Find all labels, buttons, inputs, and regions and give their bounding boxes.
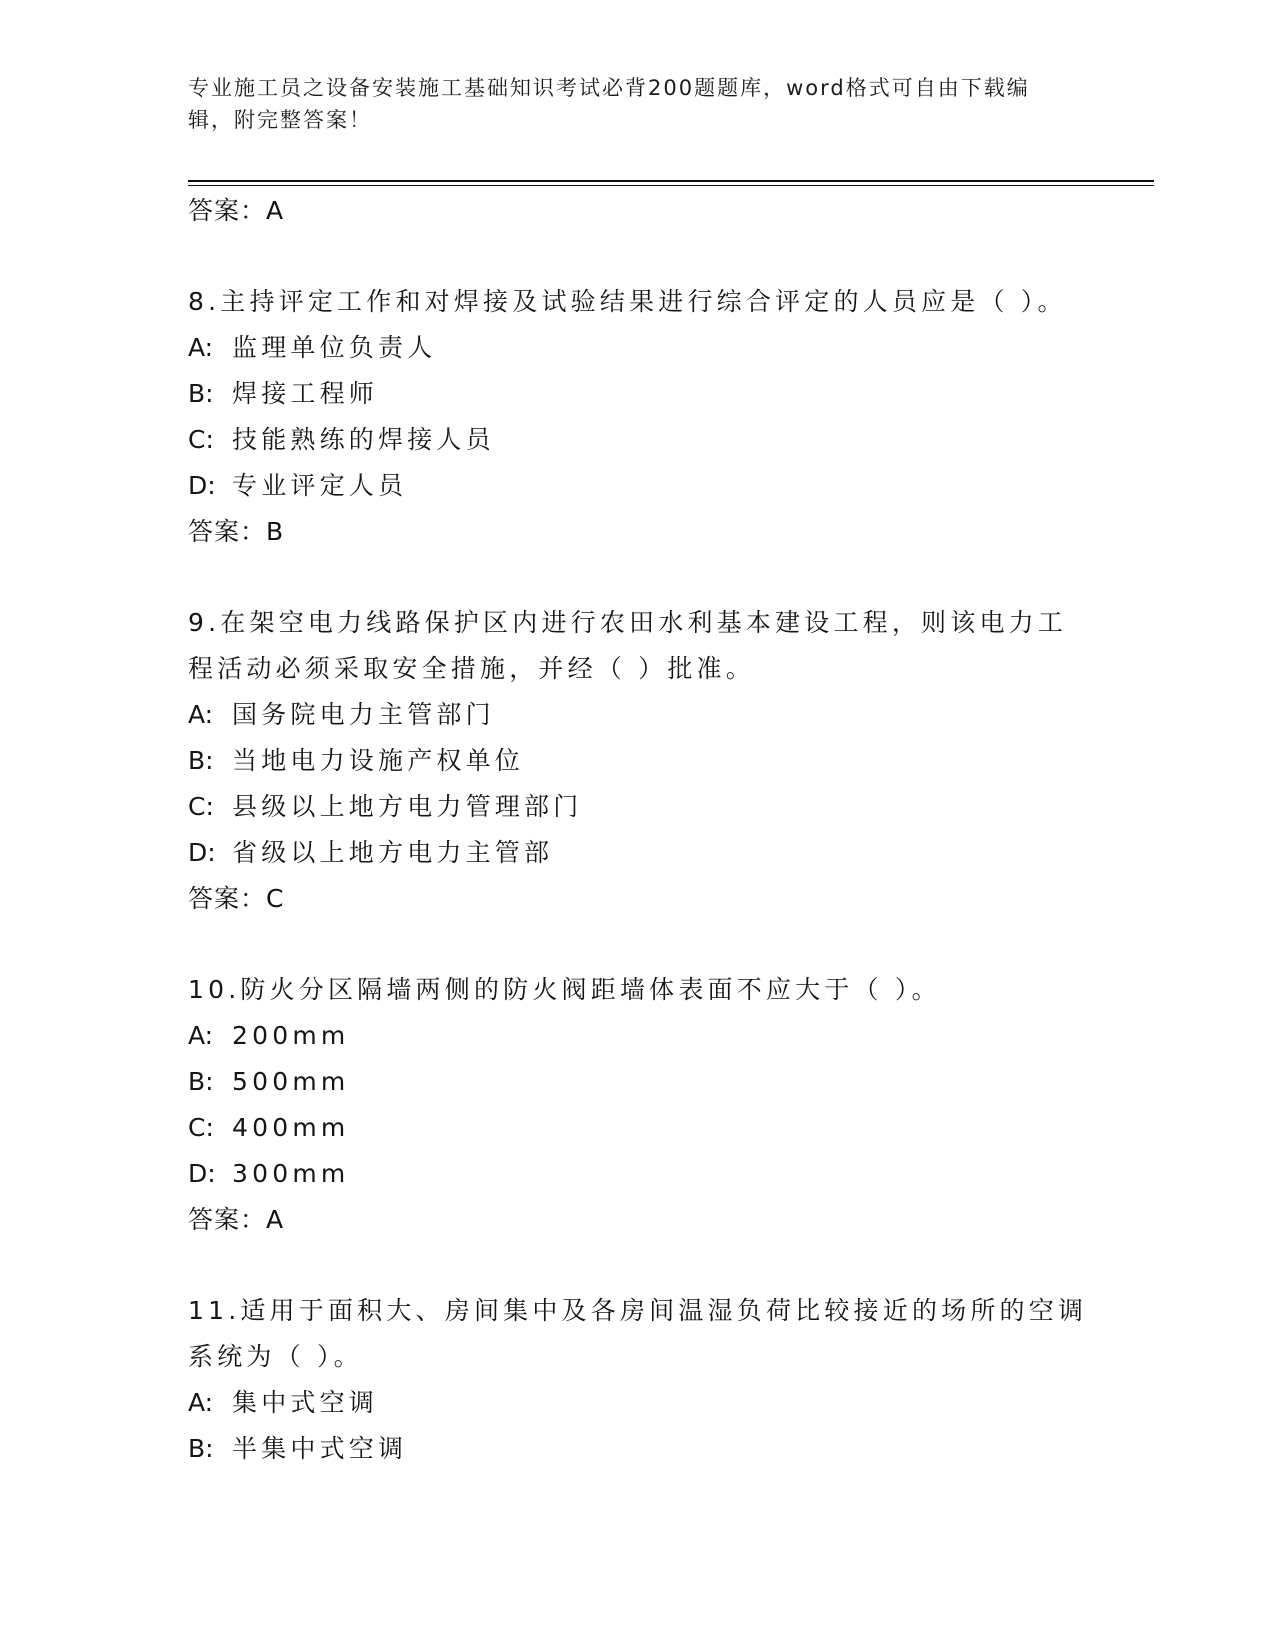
option-text: 400mm (232, 1113, 350, 1142)
option-key: B: (188, 1067, 214, 1096)
header-rule-thin (188, 185, 1154, 186)
option-c (188, 417, 1088, 463)
option-text: 焊接工程师 (232, 379, 379, 408)
option-text: 500mm (232, 1067, 350, 1096)
question-list (188, 188, 1088, 1472)
option-key: D: (188, 471, 216, 500)
answer-line: 答案：C (188, 884, 285, 913)
document-header: 专业施工员之设备安装施工基础知识考试必背200题题库，word格式可自由下载编辑，附完整答案！ (188, 76, 1030, 132)
option-key: B: (188, 746, 214, 775)
previous-answer: 答案：A (188, 196, 285, 225)
option-key: D: (188, 838, 216, 867)
option-key: D: (188, 1159, 216, 1188)
option-b (188, 738, 1088, 784)
option-b (188, 1426, 1088, 1472)
option-key: C: (188, 1113, 214, 1142)
option-text: 专业评定人员 (232, 471, 408, 500)
option-a (188, 325, 1088, 371)
question-stem: 10.防火分区隔墙两侧的防火阀距墙体表面不应大于（ ）。 (188, 975, 941, 1004)
option-a (188, 1380, 1088, 1426)
option-text: 国务院电力主管部门 (232, 700, 495, 729)
option-b (188, 371, 1088, 417)
option-a (188, 692, 1088, 738)
option-c (188, 784, 1088, 830)
option-key: A: (188, 333, 214, 362)
option-c (188, 1105, 1088, 1151)
option-key: B: (188, 379, 214, 408)
answer-line: 答案：A (188, 1205, 285, 1234)
option-key: C: (188, 792, 214, 821)
option-text: 技能熟练的焊接人员 (232, 425, 495, 454)
option-text: 半集中式空调 (232, 1434, 408, 1463)
option-text: 当地电力设施产权单位 (232, 746, 525, 775)
header-rule-thick (188, 180, 1154, 182)
option-a (188, 1013, 1088, 1059)
question-stem: 11.适用于面积大、房间集中及各房间温湿负荷比较接近的场所的空调系统为（ ）。 (188, 1296, 1088, 1371)
option-key: A: (188, 700, 214, 729)
question-stem: 8.主持评定工作和对焊接及试验结果进行综合评定的人员应是（ ）。 (188, 287, 1067, 316)
option-b (188, 1059, 1088, 1105)
option-d (188, 463, 1088, 509)
option-text: 县级以上地方电力管理部门 (232, 792, 583, 821)
answer-line: 答案：B (188, 517, 285, 546)
question-block (188, 1288, 1088, 1472)
option-d (188, 830, 1088, 876)
option-key: B: (188, 1434, 214, 1463)
question-block (188, 600, 1088, 922)
option-key: A: (188, 1388, 214, 1417)
option-key: C: (188, 425, 214, 454)
option-text: 集中式空调 (232, 1388, 379, 1417)
option-text: 省级以上地方电力主管部 (232, 838, 554, 867)
question-block (188, 279, 1088, 555)
option-key: A: (188, 1021, 214, 1050)
option-text: 200mm (232, 1021, 350, 1050)
question-block (188, 967, 1088, 1243)
option-text: 300mm (232, 1159, 350, 1188)
question-stem: 9.在架空电力线路保护区内进行农田水利基本建设工程，则该电力工程活动必须采取安全措施，并经（ ）批准。 (188, 608, 1068, 683)
option-d (188, 1151, 1088, 1197)
option-text: 监理单位负责人 (232, 333, 437, 362)
